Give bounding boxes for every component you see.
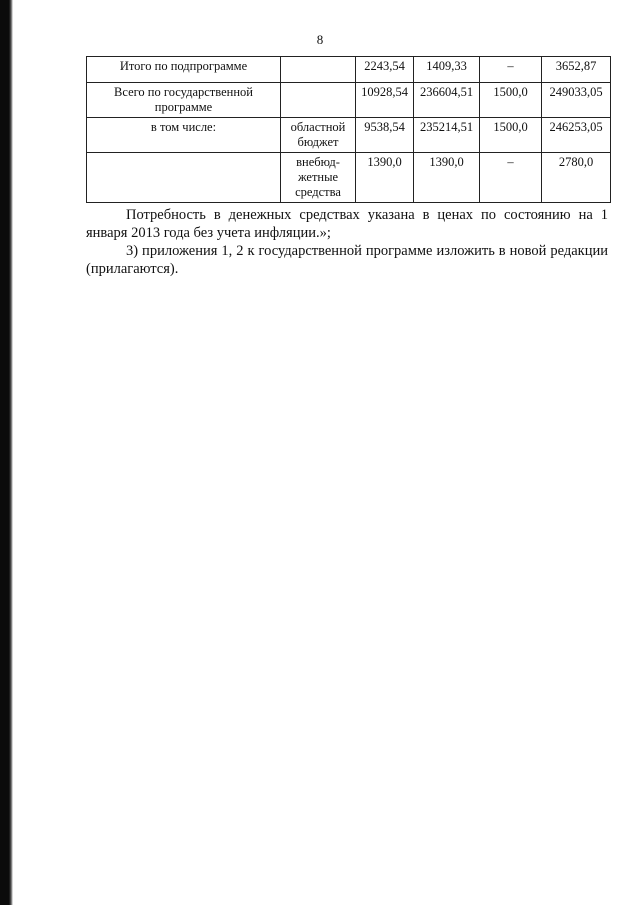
table-row xyxy=(87,118,611,153)
value-cell: 10928,54 xyxy=(356,83,414,118)
value-cell: 1500,0 xyxy=(480,83,542,118)
value-cell: 1390,0 xyxy=(356,153,414,203)
budget-table xyxy=(86,56,611,203)
value-cell: 1500,0 xyxy=(480,118,542,153)
total-cell: 249033,05 xyxy=(542,83,611,118)
appendix-paragraph: 3) приложения 1, 2 к государственной программе изложить в новой редакции (прилагаются). xyxy=(86,243,608,277)
body-text xyxy=(86,206,608,278)
total-cell: 3652,87 xyxy=(542,57,611,83)
total-cell: 246253,05 xyxy=(542,118,611,153)
funding-source: областной бюджет xyxy=(281,118,356,153)
total-cell: 2780,0 xyxy=(542,153,611,203)
funding-source xyxy=(281,57,356,83)
funding-source xyxy=(281,83,356,118)
value-cell: 9538,54 xyxy=(356,118,414,153)
value-cell: 1390,0 xyxy=(414,153,480,203)
value-cell: 235214,51 xyxy=(414,118,480,153)
value-cell: – xyxy=(480,153,542,203)
value-cell: 236604,51 xyxy=(414,83,480,118)
table-row xyxy=(87,153,611,203)
row-label: Итого по подпрограмме xyxy=(87,57,281,83)
value-cell: 1409,33 xyxy=(414,57,480,83)
page-number: 8 xyxy=(316,32,324,47)
value-cell: – xyxy=(480,57,542,83)
table-row xyxy=(87,83,611,118)
scan-edge xyxy=(0,0,13,905)
row-label xyxy=(87,153,281,203)
row-label: в том числе: xyxy=(87,118,281,153)
funding-note-paragraph: Потребность в денежных средствах указана в ценах по состоянию на 1 января 2013 года без учета инфляции.»; xyxy=(86,207,608,241)
table-row xyxy=(87,57,611,83)
funding-source: внебюд-жетные средства xyxy=(281,153,356,203)
value-cell: 2243,54 xyxy=(356,57,414,83)
row-label: Всего по государственной программе xyxy=(87,83,281,118)
